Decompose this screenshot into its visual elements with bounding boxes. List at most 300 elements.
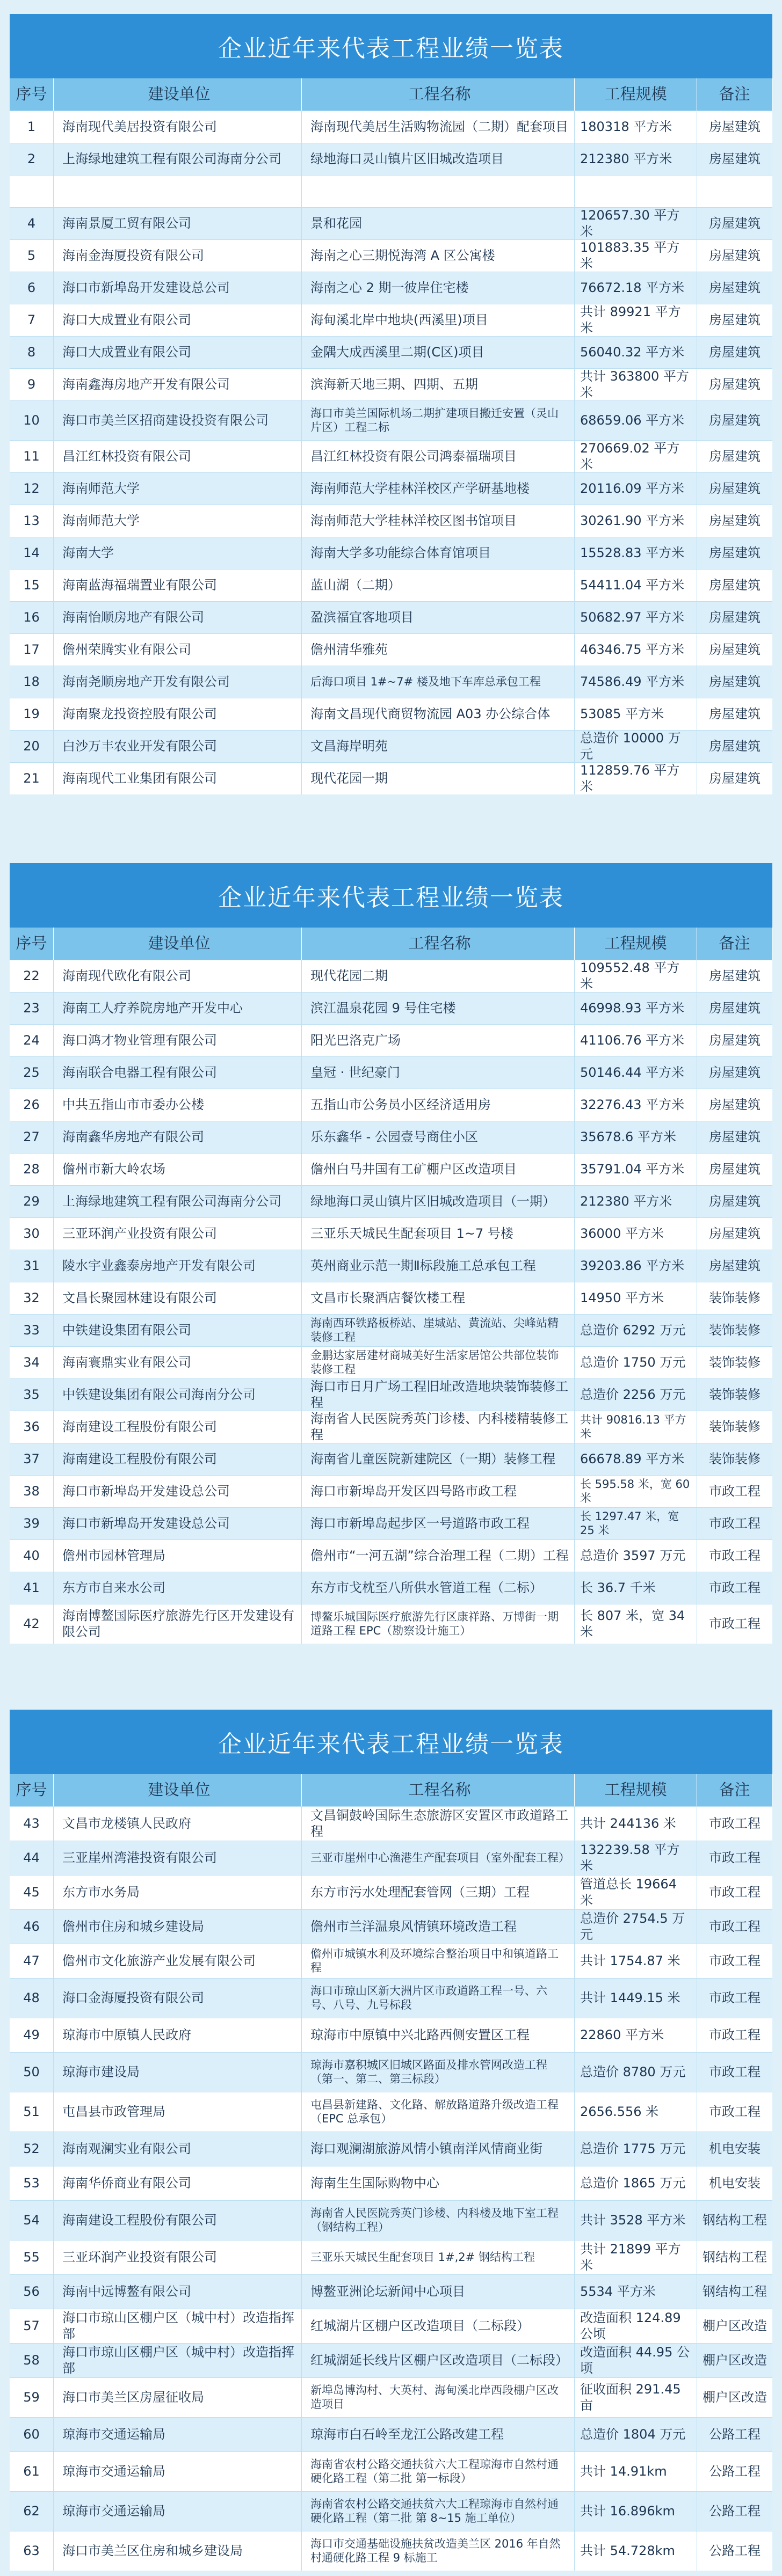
cell-remarks: 房屋建筑: [709, 448, 761, 464]
cell-serial-number: 37: [10, 1443, 54, 1475]
cell-remarks: 市政工程: [709, 2027, 761, 2042]
cell-construction-unit: 海南尧顺房地产开发有限公司: [54, 666, 302, 698]
cell-construction-unit: 海南现代欧化有限公司: [54, 960, 302, 992]
cell-project-name: 金隅大成西溪里二期(C区)项目: [302, 337, 575, 368]
cell-project-scale: 35791.04 平方米: [575, 1154, 697, 1185]
cell-serial-number: 26: [10, 1089, 54, 1121]
cell-project-scale: 180318 平方米: [575, 111, 697, 143]
cell-remarks: 房屋建筑: [709, 1000, 761, 1016]
cell-remarks: 公路工程: [709, 2463, 761, 2479]
cell-project-name: 海南大学多功能综合体育馆项目: [302, 537, 575, 569]
cell-remarks: 房屋建筑: [709, 641, 761, 657]
cell-project-name: 后海口项目 1#~7# 楼及地下车库总承包工程: [302, 666, 575, 698]
cell-project-scale: 15528.83 平方米: [575, 537, 697, 569]
cell-remarks: 市政工程: [709, 2104, 761, 2119]
table-row: [10, 2132, 772, 2166]
cell-remarks: 房屋建筑: [709, 513, 761, 528]
cell-construction-unit: 儋州市新大岭农场: [54, 1154, 302, 1185]
cell-remarks: 房屋建筑: [709, 545, 761, 560]
cell-remarks: 市政工程: [709, 1884, 761, 1900]
cell-remarks: 公路工程: [709, 2503, 761, 2519]
cell-project-scale: 74586.49 平方米: [575, 666, 697, 698]
cell-project-name: 三亚市崖州中心渔港生产配套项目（室外配套工程）: [302, 1841, 575, 1875]
table-row: [10, 2451, 772, 2491]
cell-project-name: 三亚乐天城民生配套项目 1~7 号楼: [302, 1218, 575, 1250]
table-header-row: [10, 928, 772, 960]
cell-construction-unit: 海口市美兰区住房和城乡建设局: [54, 2531, 302, 2571]
cell-project-name: 海南文昌现代商贸物流园 A03 办公综合体: [302, 698, 575, 730]
cell-serial-number: 52: [10, 2132, 54, 2166]
cell-project-name: 儋州市兰洋温泉风情镇环境改造工程: [302, 1910, 575, 1944]
cell-project-name: 现代花园一期: [302, 763, 575, 794]
cell-project-scale: 101883.35 平方米: [575, 240, 697, 272]
cell-project-name: 乐东鑫华 - 公园壹号商住小区: [302, 1121, 575, 1153]
cell-serial-number: 1: [10, 111, 54, 143]
table-row: [10, 272, 772, 304]
column-header-serial-number: 序号: [10, 1774, 54, 1806]
cell-remarks: 市政工程: [709, 1918, 761, 1934]
cell-project-name: 海口市新埠岛开发区四号路市政工程: [302, 1476, 575, 1507]
table-row: [10, 762, 772, 794]
column-header-remarks: 备注: [697, 78, 772, 111]
cell-construction-unit: 海南现代美居投资有限公司: [54, 111, 302, 143]
cell-serial-number: 60: [10, 2418, 54, 2451]
cell-serial-number: 41: [10, 1572, 54, 1604]
cell-project-scale: 总造价 1775 万元: [575, 2132, 697, 2166]
cell-construction-unit: 海南师范大学: [54, 505, 302, 537]
cell-construction-unit: 海口市美兰区招商建设投资有限公司: [54, 401, 302, 440]
table-row: [10, 1411, 772, 1443]
cell-project-name: 绿地海口灵山镇片区旧城改造项目（一期）: [302, 1186, 575, 1217]
cell-remarks: 房屋建筑: [709, 577, 761, 593]
table-row: [10, 2531, 772, 2571]
cell-project-scale: 共计 244136 米: [575, 1807, 697, 1841]
cell-construction-unit: 昌江红林投资有限公司: [54, 441, 302, 472]
cell-project-scale: 76672.18 平方米: [575, 272, 697, 304]
cell-construction-unit: 海南建设工程股份有限公司: [54, 1443, 302, 1475]
cell-project-scale: 长 36.7 千米: [575, 1572, 697, 1604]
cell-project-scale: [575, 176, 697, 207]
cell-project-name: 海南省农村公路交通扶贫六大工程琼海市自然村通硬化路工程（第二批 第 8~15 施工单位）: [302, 2492, 575, 2531]
cell-remarks: 房屋建筑: [709, 1064, 761, 1080]
cell-project-scale: 总造价 1865 万元: [575, 2166, 697, 2200]
cell-construction-unit: 海口市新埠岛开发建设总公司: [54, 1476, 302, 1507]
cell-serial-number: 32: [10, 1282, 54, 1314]
cell-remarks: 棚户区改造: [703, 2352, 767, 2368]
cell-project-name: 海南之心三期悦海湾 A 区公寓楼: [302, 240, 575, 272]
cell-project-scale: 管道总长 19664 米: [575, 1876, 697, 1909]
cell-project-scale: 109552.48 平方米: [575, 960, 697, 992]
cell-construction-unit: 儋州市园林管理局: [54, 1540, 302, 1572]
cell-construction-unit: 上海绿地建筑工程有限公司海南分公司: [54, 143, 302, 175]
table-row: [10, 1024, 772, 1056]
cell-serial-number: 40: [10, 1540, 54, 1572]
cell-construction-unit: 海南建设工程股份有限公司: [54, 1411, 302, 1443]
cell-project-name: 儋州市城镇水利及环境综合整治项目中和镇道路工程: [302, 1944, 575, 1978]
table-row: [10, 1507, 772, 1539]
table-row: [10, 2092, 772, 2132]
table-row: [10, 175, 772, 207]
table-row: [10, 1539, 772, 1572]
column-header-serial-number: 序号: [10, 928, 54, 960]
cell-project-scale: 120657.30 平方米: [575, 208, 697, 239]
column-header-remarks: 备注: [697, 1774, 772, 1806]
cell-project-scale: 总造价 3597 万元: [575, 1540, 697, 1572]
cell-remarks: 机电安装: [709, 2175, 761, 2191]
cell-remarks: 装饰装修: [709, 1386, 761, 1402]
cell-project-scale: 总造价 1750 万元: [575, 1347, 697, 1378]
cell-construction-unit: 琼海市中原镇人民政府: [54, 2018, 302, 2052]
cell-project-scale: 共计 3528 平方米: [575, 2201, 697, 2240]
table-row: [10, 1056, 772, 1089]
cell-serial-number: 17: [10, 634, 54, 666]
cell-remarks: 装饰装修: [709, 1419, 761, 1434]
cell-construction-unit: 海南大学: [54, 537, 302, 569]
cell-construction-unit: 海口市琼山区棚户区（城中村）改造指挥部: [54, 2309, 302, 2343]
cell-project-name: 儋州清华雅苑: [302, 634, 575, 666]
cell-remarks: 装饰装修: [709, 1451, 761, 1466]
table-row: [10, 2491, 772, 2531]
cell-serial-number: 29: [10, 1186, 54, 1217]
cell-project-scale: 50146.44 平方米: [575, 1057, 697, 1089]
cell-remarks: 市政工程: [709, 1580, 761, 1595]
cell-project-name: 海南生生国际购物中心: [302, 2166, 575, 2200]
cell-project-scale: 46998.93 平方米: [575, 993, 697, 1024]
cell-project-name: 海口观澜湖旅游风情小镇南洋风情商业街: [302, 2132, 575, 2166]
cell-project-scale: 2656.556 米: [575, 2092, 697, 2132]
table-title: 企业近年来代表工程业绩一览表: [10, 1710, 772, 1774]
cell-project-name: 琼海市白石岭至龙江公路改建工程: [302, 2418, 575, 2451]
cell-project-name: 红城湖延长线片区棚户区改造项目（二标段）: [302, 2344, 575, 2377]
cell-project-name: 琼海市中原镇中兴北路西侧安置区工程: [302, 2018, 575, 2052]
column-header-project-name: 工程名称: [302, 928, 575, 960]
cell-construction-unit: 海口市新埠岛开发建设总公司: [54, 1508, 302, 1539]
table-row: [10, 2052, 772, 2092]
cell-project-name: 新埠岛博沟村、大英村、海甸溪北岸西段棚户区改造项目: [302, 2378, 575, 2417]
cell-construction-unit: 海南中远博鳌有限公司: [54, 2275, 302, 2309]
table-header-row: [10, 78, 772, 111]
cell-project-name: 博鳌乐城国际医疗旅游先行区康祥路、万博街一期道路工程 EPC（勘察设计施工）: [302, 1604, 575, 1644]
cell-project-scale: 共计 21899 平方米: [575, 2241, 697, 2274]
cell-project-name: 滨海新天地三期、四期、五期: [302, 369, 575, 400]
cell-serial-number: 10: [10, 401, 54, 440]
cell-project-scale: 36000 平方米: [575, 1218, 697, 1250]
table-row: [10, 1875, 772, 1909]
table-row: [10, 666, 772, 698]
cell-construction-unit: 海南景厦工贸有限公司: [54, 208, 302, 239]
cell-project-scale: 总造价 2754.5 万元: [575, 1910, 697, 1944]
cell-serial-number: 53: [10, 2166, 54, 2200]
cell-project-scale: 212380 平方米: [575, 1186, 697, 1217]
cell-construction-unit: 海口金海厦投资有限公司: [54, 1979, 302, 2018]
cell-serial-number: 33: [10, 1315, 54, 1346]
cell-remarks: 房屋建筑: [709, 1097, 761, 1112]
table-row: [10, 1282, 772, 1314]
cell-construction-unit: 陵水宇业鑫泰房地产开发有限公司: [54, 1250, 302, 1282]
cell-construction-unit: 海南聚龙投资控股有限公司: [54, 698, 302, 730]
cell-construction-unit: 白沙万丰农业开发有限公司: [54, 731, 302, 762]
cell-project-name: 景和花园: [302, 208, 575, 239]
cell-remarks: 钢结构工程: [703, 2249, 767, 2265]
cell-construction-unit: 琼海市交通运输局: [54, 2452, 302, 2491]
table-row: [10, 472, 772, 505]
cell-project-name: [302, 176, 575, 207]
cell-remarks: 钢结构工程: [703, 2283, 767, 2299]
cell-remarks: 市政工程: [709, 1815, 761, 1831]
cell-remarks: 房屋建筑: [709, 344, 761, 360]
cell-serial-number: 50: [10, 2053, 54, 2092]
cell-project-scale: 总造价 8780 万元: [575, 2053, 697, 2092]
column-header-construction-unit: 建设单位: [54, 1774, 302, 1806]
cell-construction-unit: 海南师范大学: [54, 473, 302, 505]
cell-serial-number: 6: [10, 272, 54, 304]
column-header-project-scale: 工程规模: [575, 78, 697, 111]
cell-serial-number: 49: [10, 2018, 54, 2052]
table-row: [10, 1378, 772, 1411]
cell-project-name: 红城湖片区棚户区改造项目（二标段）: [302, 2309, 575, 2343]
cell-construction-unit: 海南金海厦投资有限公司: [54, 240, 302, 272]
cell-remarks: [697, 176, 772, 207]
cell-serial-number: 13: [10, 505, 54, 537]
table-row: [10, 505, 772, 537]
cell-remarks: 市政工程: [709, 1483, 761, 1499]
cell-remarks: 房屋建筑: [709, 770, 761, 786]
cell-serial-number: 47: [10, 1944, 54, 1978]
cell-remarks: 公路工程: [709, 2426, 761, 2442]
table-row: [10, 569, 772, 601]
table-row: [10, 537, 772, 569]
cell-project-scale: 14950 平方米: [575, 1282, 697, 1314]
table-row: [10, 2018, 772, 2052]
cell-serial-number: 30: [10, 1218, 54, 1250]
cell-remarks: 房屋建筑: [709, 609, 761, 625]
cell-serial-number: 7: [10, 304, 54, 336]
cell-project-scale: 132239.58 平方米: [575, 1841, 697, 1875]
cell-serial-number: 62: [10, 2492, 54, 2531]
table-row: [10, 992, 772, 1024]
cell-remarks: 市政工程: [709, 1515, 761, 1531]
cell-remarks: 房屋建筑: [709, 968, 761, 983]
cell-construction-unit: 海南观澜实业有限公司: [54, 2132, 302, 2166]
cell-remarks: 房屋建筑: [709, 376, 761, 392]
table-row: [10, 336, 772, 368]
cell-project-scale: 112859.76 平方米: [575, 763, 697, 794]
table-row: [10, 1604, 772, 1644]
column-header-remarks: 备注: [697, 928, 772, 960]
cell-project-scale: 长 1297.47 米，宽 25 米: [575, 1508, 697, 1539]
cell-serial-number: 55: [10, 2241, 54, 2274]
cell-remarks: 房屋建筑: [709, 1032, 761, 1048]
cell-serial-number: 23: [10, 993, 54, 1024]
table-row: [10, 304, 772, 336]
table-header-row: [10, 1774, 772, 1806]
cell-construction-unit: 中铁建设集团有限公司: [54, 1315, 302, 1346]
cell-serial-number: 56: [10, 2275, 54, 2309]
cell-remarks: 装饰装修: [709, 1290, 761, 1305]
cell-project-scale: 共计 1449.15 米: [575, 1979, 697, 2018]
cell-project-name: 昌江红林投资有限公司鸿泰福瑞项目: [302, 441, 575, 472]
cell-project-scale: 总造价 10000 万元: [575, 731, 697, 762]
cell-construction-unit: 东方市水务局: [54, 1876, 302, 1909]
table-row: [10, 1121, 772, 1153]
cell-project-scale: 共计 16.896km: [575, 2492, 697, 2531]
cell-serial-number: 18: [10, 666, 54, 698]
cell-construction-unit: 海口市琼山区棚户区（城中村）改造指挥部: [54, 2344, 302, 2377]
cell-construction-unit: 海南建设工程股份有限公司: [54, 2201, 302, 2240]
cell-project-name: 海南省农村公路交通扶贫六大工程琼海市自然村通硬化路工程（第二批 第一标段）: [302, 2452, 575, 2491]
cell-serial-number: 12: [10, 473, 54, 505]
cell-project-name: 三亚乐天城民生配套项目 1#,2# 钢结构工程: [302, 2241, 575, 2274]
cell-serial-number: 24: [10, 1025, 54, 1056]
cell-serial-number: 27: [10, 1121, 54, 1153]
cell-project-scale: 56040.32 平方米: [575, 337, 697, 368]
cell-project-scale: 征收面积 291.45 亩: [575, 2378, 697, 2417]
cell-remarks: 房屋建筑: [709, 706, 761, 721]
cell-serial-number: 8: [10, 337, 54, 368]
cell-project-name: 博鳌亚洲论坛新闻中心项目: [302, 2275, 575, 2309]
cell-construction-unit: 海口市新埠岛开发建设总公司: [54, 272, 302, 304]
table-row: [10, 2343, 772, 2377]
cell-remarks: 房屋建筑: [709, 119, 761, 134]
column-header-project-name: 工程名称: [302, 1774, 575, 1806]
cell-project-scale: 46346.75 平方米: [575, 634, 697, 666]
cell-construction-unit: 儋州市文化旅游产业发展有限公司: [54, 1944, 302, 1978]
cell-project-name: 海口市交通基础设施扶贫改造美兰区 2016 年自然村通硬化路工程 9 标施工: [302, 2531, 575, 2571]
cell-project-scale: 5534 平方米: [575, 2275, 697, 2309]
table-panel-3: [10, 1710, 772, 2571]
table-title: 企业近年来代表工程业绩一览表: [10, 863, 772, 928]
cell-serial-number: 36: [10, 1411, 54, 1443]
table-row: [10, 2417, 772, 2451]
cell-serial-number: 63: [10, 2531, 54, 2571]
cell-remarks: 钢结构工程: [703, 2212, 767, 2228]
cell-construction-unit: 海南怡顺房地产有限公司: [54, 602, 302, 633]
cell-construction-unit: 海南工人疗养院房地产开发中心: [54, 993, 302, 1024]
cell-serial-number: 38: [10, 1476, 54, 1507]
cell-project-name: 海甸溪北岸中地块(西溪里)项目: [302, 304, 575, 336]
cell-serial-number: 34: [10, 1347, 54, 1378]
cell-remarks: 房屋建筑: [709, 412, 761, 428]
cell-project-name: 盈滨福宜客地项目: [302, 602, 575, 633]
cell-project-scale: 总造价 1804 万元: [575, 2418, 697, 2451]
cell-construction-unit: 海南鑫华房地产有限公司: [54, 1121, 302, 1153]
cell-construction-unit: 海口大成置业有限公司: [54, 304, 302, 336]
table-row: [10, 2240, 772, 2274]
cell-construction-unit: 琼海市建设局: [54, 2053, 302, 2092]
cell-serial-number: 61: [10, 2452, 54, 2491]
table-row: [10, 207, 772, 239]
table-row: [10, 1944, 772, 1978]
table-row: [10, 1185, 772, 1217]
table-row: [10, 1217, 772, 1250]
cell-project-name: 儋州市“一河五湖”综合治理工程（二期）工程: [302, 1540, 575, 1572]
cell-project-name: 海南省人民医院秀英门诊楼、内科楼及地下室工程（钢结构工程）: [302, 2201, 575, 2240]
cell-project-name: 滨江温泉花园 9 号住宅楼: [302, 993, 575, 1024]
cell-serial-number: 4: [10, 208, 54, 239]
cell-construction-unit: 海口市美兰区房屋征收局: [54, 2378, 302, 2417]
cell-remarks: 机电安装: [709, 2141, 761, 2156]
cell-remarks: 市政工程: [709, 1953, 761, 1968]
cell-project-scale: 共计 1754.87 米: [575, 1944, 697, 1978]
table-row: [10, 239, 772, 272]
cell-project-scale: 66678.89 平方米: [575, 1443, 697, 1475]
table-row: [10, 1978, 772, 2018]
cell-serial-number: 43: [10, 1807, 54, 1841]
cell-construction-unit: 海南华侨商业有限公司: [54, 2166, 302, 2200]
cell-construction-unit: [54, 176, 302, 207]
cell-serial-number: 2: [10, 143, 54, 175]
cell-remarks: 房屋建筑: [709, 674, 761, 689]
cell-construction-unit: 三亚环润产业投资有限公司: [54, 1218, 302, 1250]
table-row: [10, 1089, 772, 1121]
table-row: [10, 633, 772, 666]
cell-serial-number: 11: [10, 441, 54, 472]
cell-remarks: 市政工程: [709, 1850, 761, 1865]
cell-project-name: 文昌市长聚酒店餐饮楼工程: [302, 1282, 575, 1314]
table-row: [10, 2377, 772, 2417]
cell-project-name: 皇冠 · 世纪豪门: [302, 1057, 575, 1089]
cell-project-name: 海口市美兰国际机场二期扩建项目搬迁安置（灵山片区）工程二标: [302, 401, 575, 440]
cell-serial-number: 21: [10, 763, 54, 794]
cell-project-name: 海南省儿童医院新建院区（一期）装修工程: [302, 1443, 575, 1475]
cell-serial-number: 22: [10, 960, 54, 992]
table-row: [10, 1153, 772, 1185]
cell-remarks: 市政工程: [709, 1548, 761, 1563]
cell-remarks: 公路工程: [709, 2543, 761, 2558]
cell-project-name: 屯昌县新建路、文化路、解放路道路升级改造工程（EPC 总承包）: [302, 2092, 575, 2132]
cell-project-name: 海南西环铁路板桥站、崖城站、黄流站、尖峰站精装修工程: [302, 1315, 575, 1346]
cell-project-scale: 50682.97 平方米: [575, 602, 697, 633]
cell-project-scale: 270669.02 平方米: [575, 441, 697, 472]
cell-remarks: 房屋建筑: [709, 1225, 761, 1241]
cell-serial-number: 25: [10, 1057, 54, 1089]
cell-project-scale: 长 807 米，宽 34 米: [575, 1604, 697, 1644]
cell-serial-number: 31: [10, 1250, 54, 1282]
cell-serial-number: 16: [10, 602, 54, 633]
table-row: [10, 960, 772, 992]
cell-serial-number: 9: [10, 369, 54, 400]
cell-construction-unit: 中铁建设集团有限公司海南分公司: [54, 1379, 302, 1411]
cell-project-scale: 32276.43 平方米: [575, 1089, 697, 1121]
cell-project-name: 五指山市公务员小区经济适用房: [302, 1089, 575, 1121]
cell-construction-unit: 海南蓝海福瑞置业有限公司: [54, 570, 302, 601]
cell-construction-unit: 海南寰鼎实业有限公司: [54, 1347, 302, 1378]
cell-project-name: 海南师范大学桂林洋校区图书馆项目: [302, 505, 575, 537]
cell-remarks: 房屋建筑: [709, 280, 761, 295]
cell-project-scale: 68659.06 平方米: [575, 401, 697, 440]
cell-remarks: 房屋建筑: [709, 151, 761, 166]
cell-serial-number: 28: [10, 1154, 54, 1185]
table-row: [10, 1250, 772, 1282]
cell-project-scale: 212380 平方米: [575, 143, 697, 175]
cell-project-scale: 改造面积 124.89 公顷: [575, 2309, 697, 2343]
cell-serial-number: 39: [10, 1508, 54, 1539]
cell-project-scale: 41106.76 平方米: [575, 1025, 697, 1056]
cell-remarks: 房屋建筑: [709, 215, 761, 231]
cell-construction-unit: 海口大成置业有限公司: [54, 337, 302, 368]
cell-remarks: 市政工程: [709, 1990, 761, 2005]
cell-project-name: 东方市污水处理配套管网（三期）工程: [302, 1876, 575, 1909]
cell-project-name: 海口市日月广场工程旧址改造地块装饰装修工程: [302, 1379, 575, 1411]
cell-project-scale: 共计 363800 平方米: [575, 369, 697, 400]
cell-project-name: 东方市戈枕至八所供水管道工程（二标）: [302, 1572, 575, 1604]
table-row: [10, 2200, 772, 2240]
cell-project-name: 蓝山湖（二期）: [302, 570, 575, 601]
table-row: [10, 400, 772, 440]
table-row: [10, 1909, 772, 1944]
cell-remarks: 房屋建筑: [709, 1161, 761, 1177]
cell-remarks: 房屋建筑: [709, 1193, 761, 1209]
